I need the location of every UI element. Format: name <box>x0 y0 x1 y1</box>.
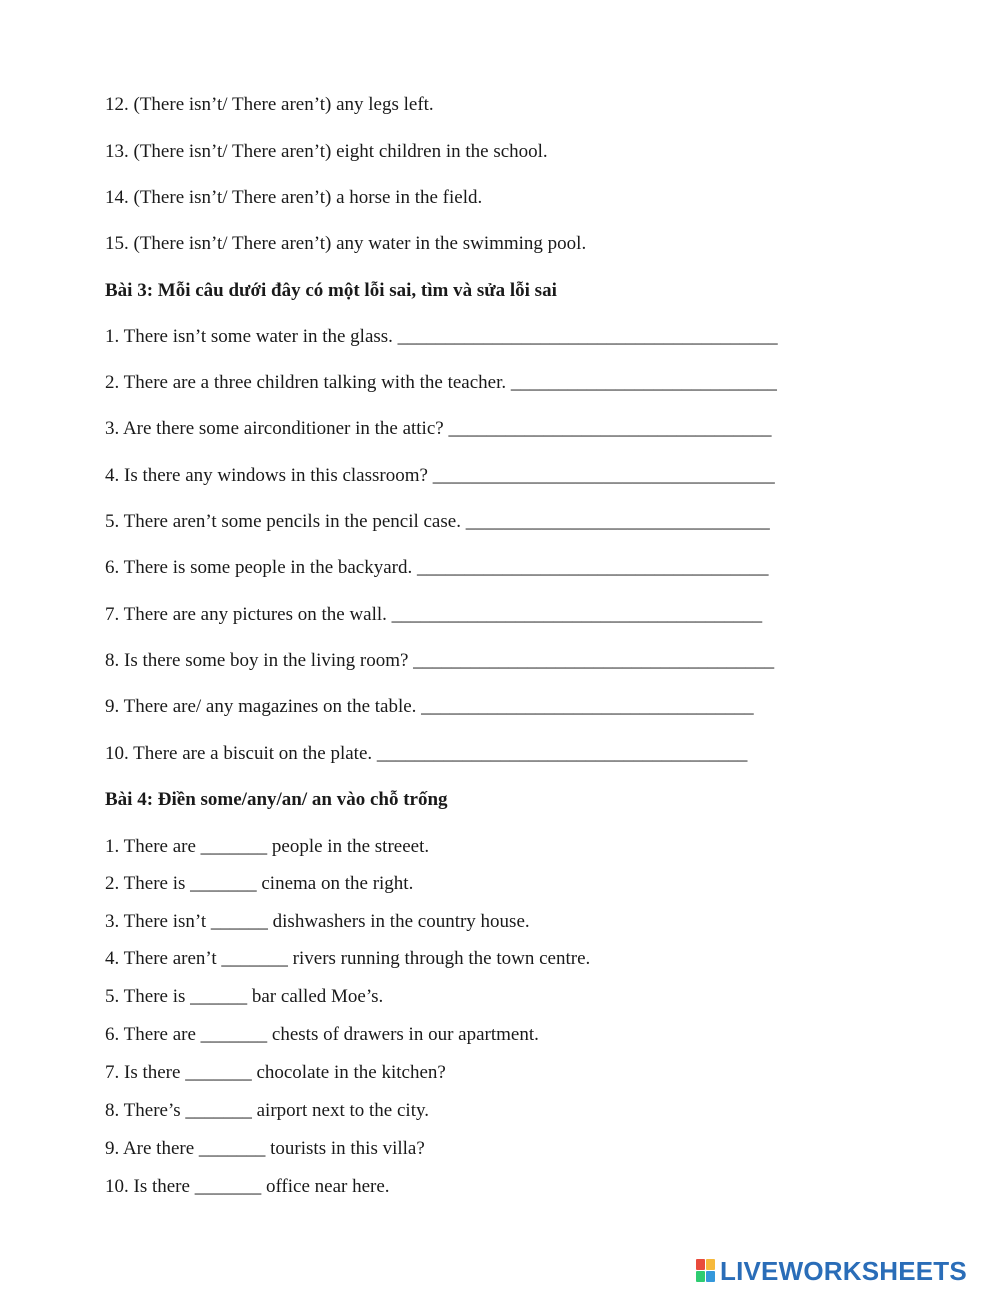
exercise-3-item-3: 3. Are there some airconditioner in the attic? __________________________________ <box>105 418 772 439</box>
exercise-4-item-6: 6. There are _______ chests of drawers in our apartment. <box>105 1024 539 1045</box>
exercise-3-item-5: 5. There aren’t some pencils in the pencil case. ________________________________ <box>105 511 770 532</box>
exercise-3-item-7: 7. There are any pictures on the wall. _______________________________________ <box>105 604 763 625</box>
liveworksheets-logo <box>696 1256 967 1286</box>
exercise-3-heading: Bài 3: Mỗi câu dưới đây có một lỗi sai, tìm và sửa lỗi sai <box>105 280 557 301</box>
exercise-3-item-2: 2. There are a three children talking with the teacher. ____________________________ <box>105 372 777 393</box>
exercise-4-item-4: 4. There aren’t _______ rivers running through the town centre. <box>105 948 591 969</box>
logo-blocks-icon <box>696 1259 716 1283</box>
logo-block-green <box>696 1271 705 1282</box>
exercise-4-item-8: 8. There’s _______ airport next to the city. <box>105 1100 429 1121</box>
exercise-4-heading: Bài 4: Điền some/any/an/ an vào chỗ trống <box>105 789 448 810</box>
exercise-2-item-14: 14. (There isn’t/ There aren’t) a horse in the field. <box>105 187 483 208</box>
logo-block-blue <box>706 1271 715 1282</box>
exercise-2-item-13: 13. (There isn’t/ There aren’t) eight children in the school. <box>105 141 548 162</box>
exercise-4-item-3: 3. There isn’t ______ dishwashers in the country house. <box>105 911 530 932</box>
exercise-3-item-8: 8. Is there some boy in the living room? ______________________________________ <box>105 650 775 671</box>
exercise-3-item-9: 9. There are/ any magazines on the table. ___________________________________ <box>105 696 754 717</box>
exercise-3-item-1: 1. There isn’t some water in the glass. ________________________________________ <box>105 326 778 347</box>
logo-block-red <box>696 1259 705 1270</box>
logo-text: LIVEWORKSHEETS <box>720 1255 967 1286</box>
exercise-4-item-2: 2. There is _______ cinema on the right. <box>105 873 414 894</box>
exercise-3-item-6: 6. There is some people in the backyard. _____________________________________ <box>105 557 769 578</box>
exercise-4-item-7: 7. Is there _______ chocolate in the kitchen? <box>105 1062 446 1083</box>
exercise-3-item-4: 4. Is there any windows in this classroom? ____________________________________ <box>105 465 775 486</box>
exercise-3-item-10: 10. There are a biscuit on the plate. _______________________________________ <box>105 743 748 764</box>
logo-block-yellow <box>706 1259 715 1270</box>
exercise-4-item-9: 9. Are there _______ tourists in this villa? <box>105 1138 425 1159</box>
exercise-2-item-12: 12. (There isn’t/ There aren’t) any legs left. <box>105 94 434 115</box>
exercise-4-item-1: 1. There are _______ people in the streeet. <box>105 836 430 857</box>
exercise-2-item-15: 15. (There isn’t/ There aren’t) any water in the swimming pool. <box>105 233 587 254</box>
exercise-4-item-10: 10. Is there _______ office near here. <box>105 1176 390 1197</box>
exercise-4-item-5: 5. There is ______ bar called Moe’s. <box>105 986 384 1007</box>
